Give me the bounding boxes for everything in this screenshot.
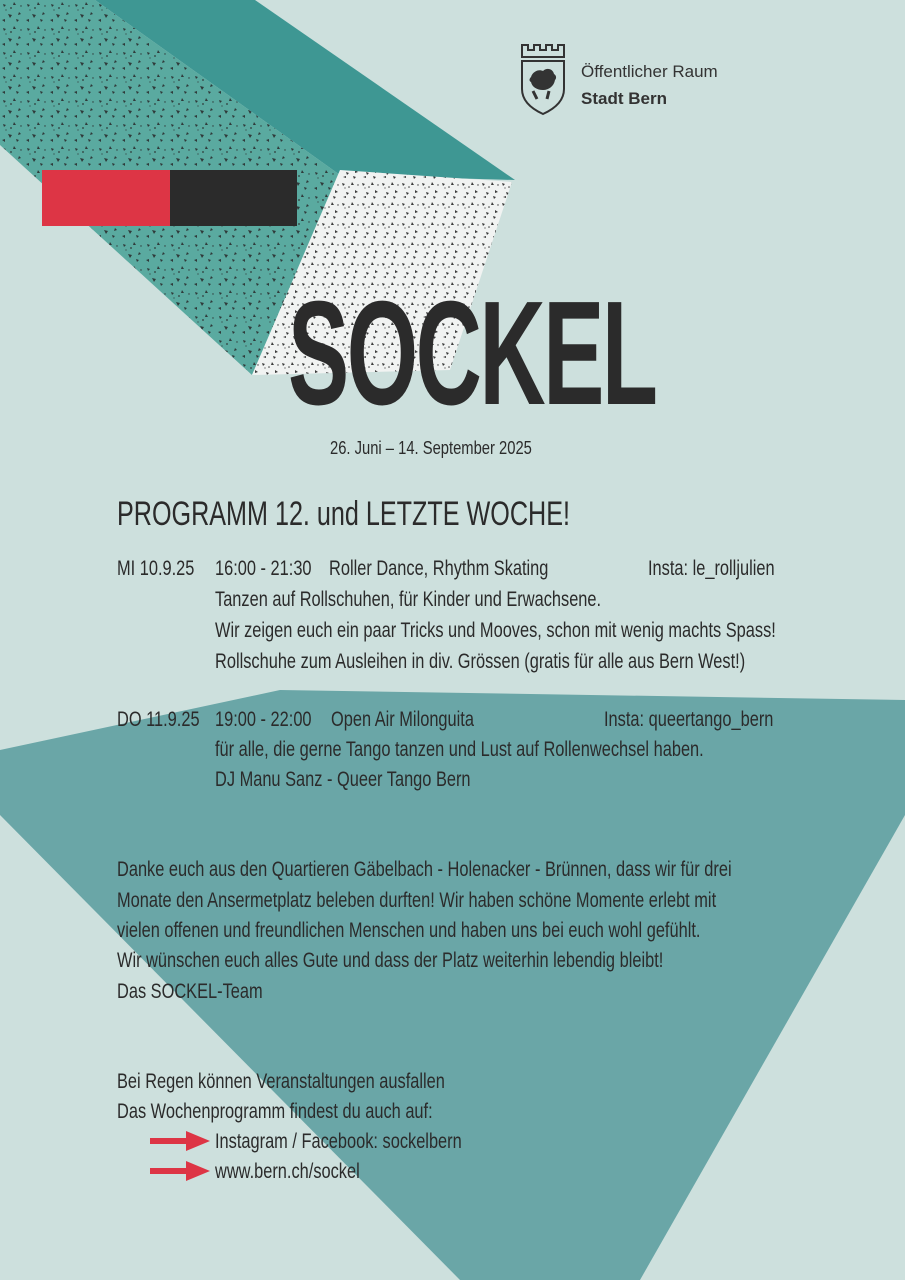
arrow-right-icon [150,1131,210,1151]
event-2-name: Open Air Milonguita [331,708,474,731]
thanks-line-3: vielen offenen und freundlichen Menschen und haben uns bei euch wohl gefühlt. [117,919,701,942]
thanks-line-2: Monate den Ansermetplatz beleben durften! Wir haben schöne Momente erlebt mit [117,889,717,912]
program-heading: PROGRAMM 12. und LETZTE WOCHE! [117,495,570,533]
link-website[interactable]: www.bern.ch/sockel [215,1160,360,1183]
link-social[interactable]: Instagram / Facebook: sockelbern [215,1130,462,1153]
event-1-line-2: Wir zeigen euch ein paar Tricks und Mooves, schon mit wenig machts Spass! [215,619,776,642]
event-1-name: Roller Dance, Rhythm Skating [329,557,549,580]
event-2-day: DO 11.9.25 [117,708,200,731]
poster-title: SOCKEL [288,271,656,436]
event-1-insta: Insta: le_rolljulien [648,557,775,580]
event-2-insta: Insta: queertango_bern [604,708,774,731]
thanks-line-1: Danke euch aus den Quartieren Gäbelbach - Holenacker - Brünnen, dass wir für drei [117,858,732,881]
event-1-time: 16:00 - 21:30 [215,557,312,580]
bern-bear-crest-icon [519,43,567,117]
event-1-line-1: Tanzen auf Rollschuhen, für Kinder und Erwachsene. [215,588,602,611]
thanks-signature: Das SOCKEL-Team [117,980,263,1003]
event-dates: 26. Juni – 14. September 2025 [330,438,532,458]
program-note: Das Wochenprogramm findest du auch auf: [117,1100,433,1123]
event-2-line-2: DJ Manu Sanz - Queer Tango Bern [215,768,471,791]
event-2-time: 19:00 - 22:00 [215,708,312,731]
rain-note: Bei Regen können Veranstaltungen ausfallen [117,1070,445,1093]
arrow-right-icon [150,1161,210,1181]
event-1-day: MI 10.9.25 [117,557,195,580]
logo-line-stadt-bern: Stadt Bern [581,89,667,108]
event-2-line-1: für alle, die gerne Tango tanzen und Lust auf Rollenwechsel haben. [215,738,704,761]
event-1-line-3: Rollschuhe zum Ausleihen in div. Grössen (gratis für alle aus Bern West!) [215,650,746,673]
logo-line-oeffentlicher-raum: Öffentlicher Raum [581,62,718,81]
thanks-line-4: Wir wünschen euch alles Gute und dass der Platz weiterhin lebendig bleibt! [117,949,664,972]
